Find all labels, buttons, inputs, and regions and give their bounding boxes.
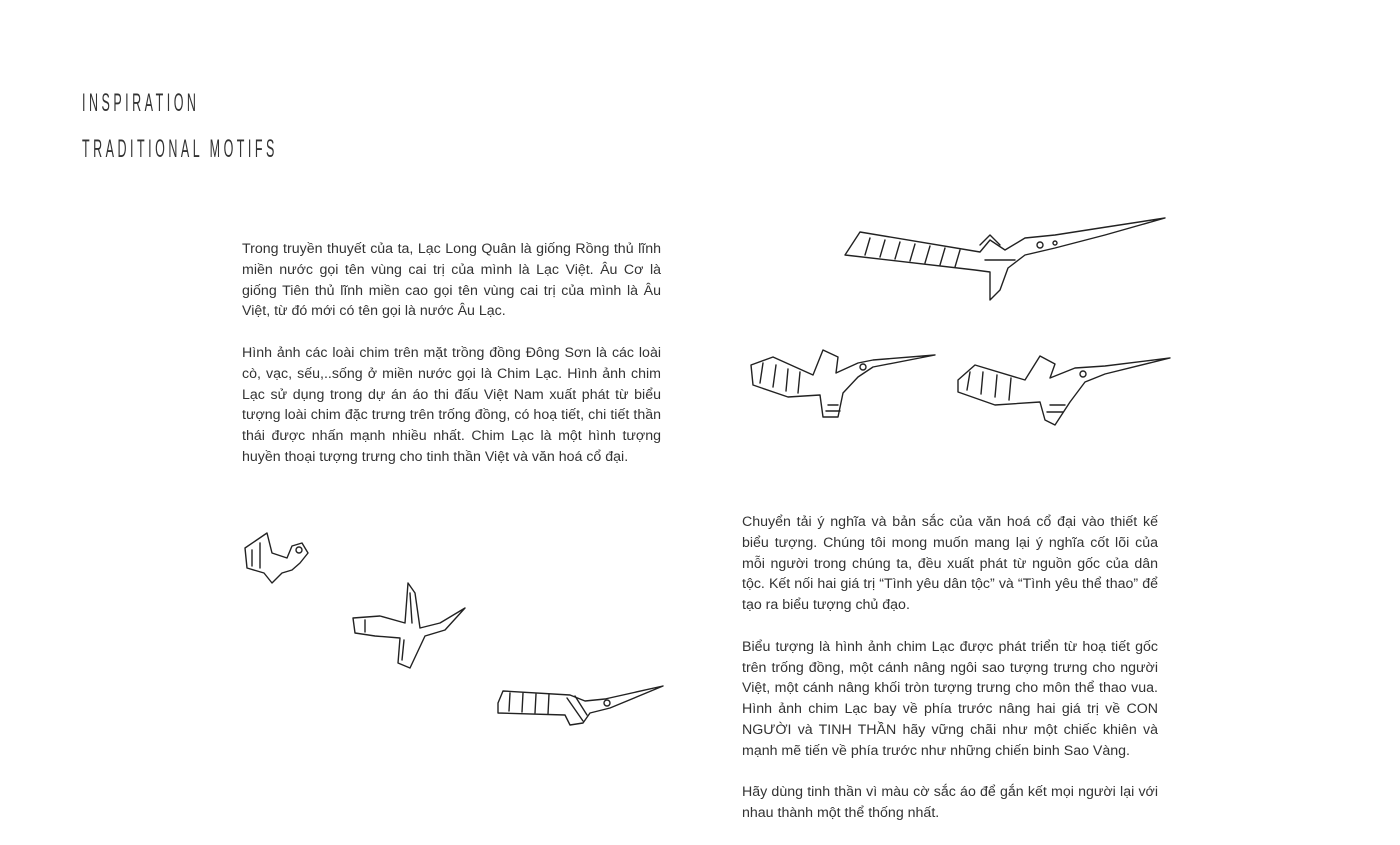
- paragraph: Chuyển tải ý nghĩa và bản sắc của văn hoá cổ đại vào thiết kế biểu tượng. Chúng tôi mong muốn mang lại ý nghĩa cốt lõi của mỗi người trong chúng ta, đều xuất phát từ nguồn gốc của dân tộc. Kết nối hai giá trị “Tình yêu dân tộc” và “Tình yêu thể thao” để tạo ra biểu tượng chủ đạo.: [742, 514, 1158, 614]
- lac-bird-motif-icon: [840, 210, 1170, 305]
- left-text-block: [242, 239, 661, 489]
- right-text-block: [742, 512, 1158, 845]
- heading-inspiration: INSPIRATION: [82, 89, 200, 117]
- lac-bird-motif-icon: [748, 345, 938, 425]
- paragraph: Biểu tượng là hình ảnh chim Lạc được phát triển từ hoạ tiết gốc trên trống đồng, một cánh nâng ngôi sao tượng trưng cho người Việt, một cánh nâng khối tròn tượng trưng cho môn thể thao vua. Hình ảnh chim Lạc bay về phía trước nâng hai giá trị về CON NGƯỜI và TINH THẦN hãy vững chãi như một chiếc khiên và mạnh mẽ tiến về phía trước như những chiến binh Sao Vàng.: [742, 638, 1158, 759]
- paragraph: Trong truyền thuyết của ta, Lạc Long Quân là giống Rồng thủ lĩnh miền nước gọi tên vùng cai trị của mình là Lạc Việt. Âu Cơ là giống Tiên thủ lĩnh miền cao gọi tên vùng cai trị của mình là Âu Việt, từ đó mới có tên gọi là nước Âu Lạc.: [242, 241, 661, 320]
- lac-bird-motif-icon: [495, 683, 667, 728]
- lac-bird-motif-icon: [242, 528, 312, 588]
- lac-bird-motif-icon: [955, 350, 1175, 428]
- lac-bird-motif-icon: [350, 578, 468, 670]
- heading-traditional-motifs: TRADITIONAL MOTIFS: [82, 135, 278, 163]
- paragraph: Hãy dùng tinh thần vì màu cờ sắc áo để gắn kết mọi người lại với nhau thành một thể thống nhất.: [742, 784, 1158, 822]
- paragraph: Hình ảnh các loài chim trên mặt trồng đồng Đông Sơn là các loài cò, vạc, sếu,..sống ở miền nước gọi là Chim Lạc. Hình ảnh chim Lạc sử dụng trong dự án áo thi đấu Việt Nam xuất phát từ biểu tượng loài chim đặc trưng trên trống đồng, có hoạ tiết, chi tiết thần thái được nhấn mạnh nhiều nhất. Chim Lạc là một hình tượng huyền thoại tượng trưng cho tinh thần Việt và văn hoá cổ đại.: [242, 344, 661, 465]
